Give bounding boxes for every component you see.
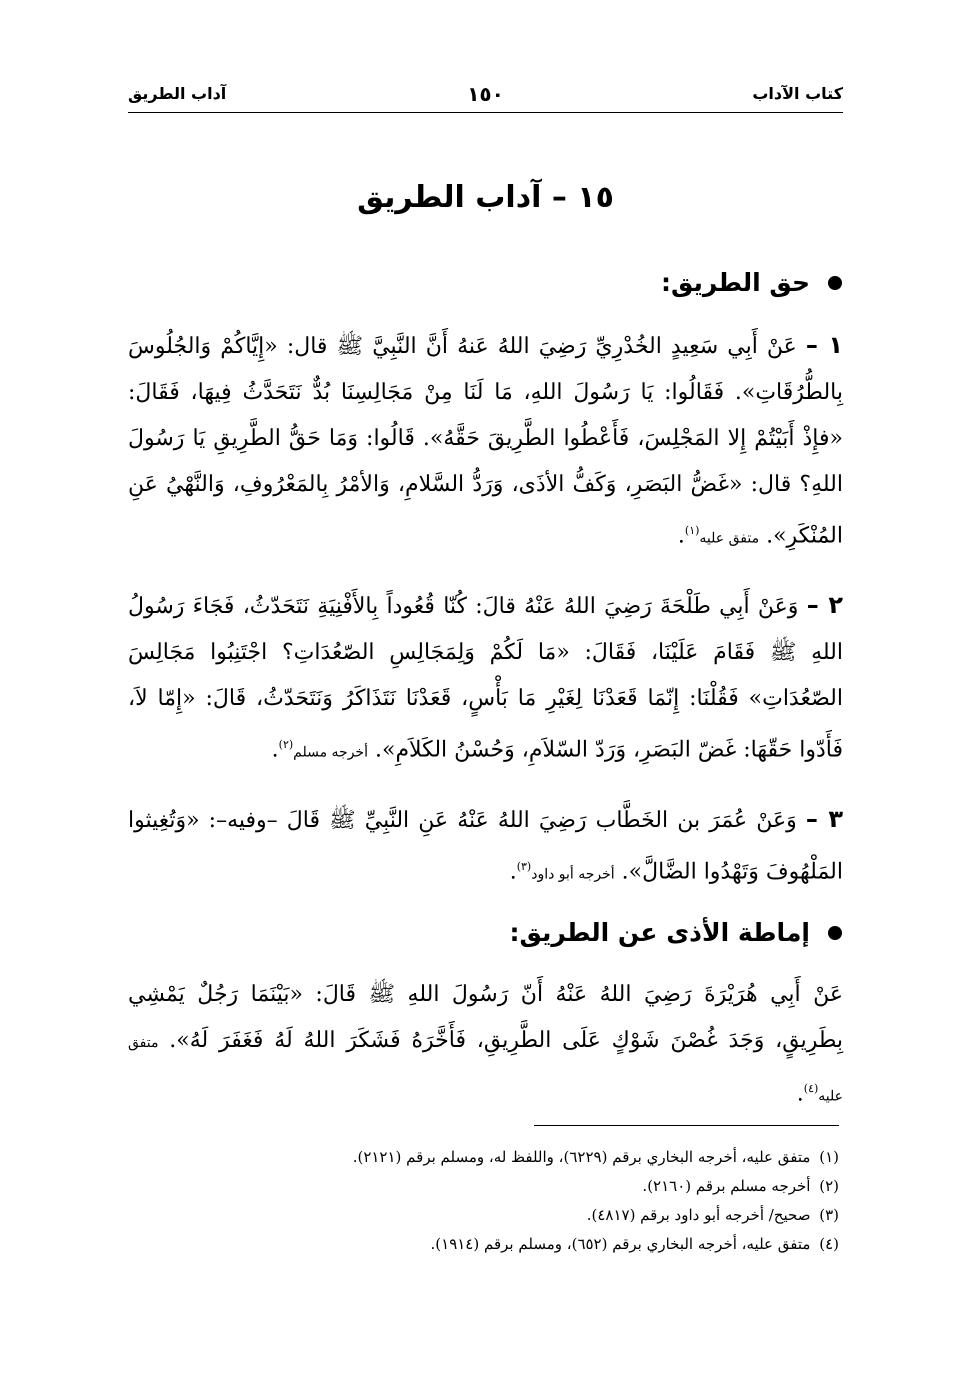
footnote-item bbox=[124, 1172, 839, 1201]
footnote-reference: (٢) bbox=[278, 738, 294, 751]
running-header bbox=[128, 82, 843, 113]
hadith-source: أخرجه أبو داود bbox=[531, 866, 615, 883]
hadith-end-mark: . bbox=[271, 737, 279, 763]
footnote-text: صحيح/ أخرجه أبو داود برقم (٤٨١٧). bbox=[586, 1206, 811, 1224]
hadith-source: أخرجه مسلم bbox=[293, 744, 368, 761]
hadith-source: متفق عليه bbox=[699, 530, 760, 547]
section-heading-road-rights bbox=[661, 268, 842, 297]
hadith-paragraph-3 bbox=[128, 796, 843, 897]
hadith-paragraph-4 bbox=[128, 972, 843, 1119]
chapter-title: ١٥ – آداب الطريق bbox=[357, 180, 614, 215]
hadith-text: وَعَنْ عُمَرَ بن الخَطَّاب رَضِيَ اللهُ عَنْهُ عَنِ النَّبِيِّ ﷺ قَالَ –وفيه–: «وَتُغِيثوا المَلْهُوفَ وَتَهْدُوا الضَّالَّ». bbox=[128, 808, 843, 885]
footnote-item bbox=[124, 1230, 839, 1259]
section-heading-removing-harm bbox=[509, 918, 842, 947]
hadith-end-mark: . bbox=[509, 859, 517, 885]
hadith-number: ٢ – bbox=[806, 591, 843, 619]
hadith-source: متفق عليه bbox=[128, 1035, 843, 1105]
footnote-number: (١) bbox=[819, 1148, 839, 1166]
hadith-number: ١ – bbox=[805, 331, 843, 359]
hadith-end-mark: . bbox=[796, 1081, 804, 1107]
page-number: ١٥٠ bbox=[467, 82, 504, 106]
footnote-text: أخرجه مسلم برقم (٢١٦٠). bbox=[642, 1177, 811, 1195]
bullet-icon bbox=[828, 926, 842, 940]
footnote-text: متفق عليه، أخرجه البخاري برقم (٦٥٢)، ومسلم برقم (١٩١٤). bbox=[430, 1235, 811, 1253]
bullet-icon bbox=[828, 276, 842, 290]
hadith-text: عَنْ أَبِي سَعِيدٍ الخُدْرِيِّ رَضِيَ اللهُ عَنهُ أَنَّ النَّبِيَّ ﷺ قال: «إِيَّاكُمْ وَالجُلُوسَ بِالطُّرُقَاتِ». فَقَالُوا: يَا رَسُولَ اللهِ، مَا لَنَا مِنْ مَجَالِسِنَا بُدٌّ نَتَحَدَّثُ فِيهَا، فَقَالَ: «فإِذْ أَبَيْتُمْ إِلا المَجْلِسَ، فَأَعْطُوا الطَّرِيقَ حَقَّهُ». قَالُوا: وَمَا حَقُّ الطَّرِيقِ يَا رَسُولَ اللهِ؟ قال: «غَضُّ البَصَرِ، وَكَفُّ الأذَى، وَرَدُّ السَّلامِ، وَالأمْرُ بِالمَعْرُوفِ، وَالنَّهْيُ عَنِ المُنْكَرِ». bbox=[128, 334, 843, 549]
hadith-end-mark: . bbox=[677, 523, 685, 549]
hadith-paragraph-2 bbox=[128, 582, 843, 775]
book-section-title: كتاب الآداب bbox=[752, 84, 843, 103]
section-heading-text: حق الطريق: bbox=[660, 268, 810, 297]
hadith-text: عَنْ أَبِي هُرَيْرَةَ رَضِيَ اللهُ عَنْهُ أَنّ رَسُولَ اللهِ ﷺ قَالَ: «بَيْنَمَا رَجُلٌ يَمْشِي بِطَرِيقٍ، وَجَدَ غُصْنَ شَوْكٍ عَلَى الطَّرِيقِ، فَأَخَّرَهُ فَشَكَرَ اللهُ لَهُ فَغَفَرَ لَهُ». bbox=[128, 982, 844, 1053]
footnote-item bbox=[124, 1143, 839, 1172]
footnotes-list bbox=[124, 1143, 839, 1259]
footnote-number: (٤) bbox=[819, 1235, 839, 1253]
footnote-divider bbox=[534, 1125, 839, 1126]
footnote-number: (٢) bbox=[819, 1177, 839, 1195]
footnote-reference: (١) bbox=[684, 524, 700, 537]
footnote-item bbox=[124, 1201, 839, 1230]
hadith-paragraph-1 bbox=[128, 322, 843, 561]
hadith-number: ٣ – bbox=[805, 805, 843, 833]
hadith-text: وَعَنْ أَبِي طَلْحَةَ رَضِيَ اللهُ عَنْهُ قالَ: كُنّا قُعُوداً بِالأَفْنِيَةِ نَتَحَدّثُ، فَجَاءَ رَسُولُ اللهِ ﷺ فَقَامَ عَلَيْنَا، فَقَالَ: «مَا لَكُمْ وَلِمَجَالِسِ الصّعُدَاتِ؟ اجْتَنِبُوا مَجَالِسَ الصّعُدَاتِ» فَقُلْنَا: إِنّمَا قَعَدْنَا لِغَيْرِ مَا بَأْسٍ، قَعَدْنَا نَتَذَاكَرُ وَنَتَحَدّثُ، قَالَ: «إِمّا لاَ، فَأَدّوا حَقّهَا: غَضّ البَصَرِ، وَرَدّ السّلاَمِ، وَحُسْنُ الكَلاَمِ». bbox=[128, 594, 843, 763]
footnote-reference: (٣) bbox=[516, 860, 532, 873]
footnote-reference: (٤) bbox=[803, 1082, 819, 1095]
footnote-text: متفق عليه، أخرجه البخاري برقم (٦٢٢٩)، واللفظ له، ومسلم برقم (٢١٢١). bbox=[352, 1148, 811, 1166]
footnote-number: (٣) bbox=[819, 1206, 839, 1224]
chapter-short-title: آداب الطريق bbox=[128, 84, 227, 103]
section-heading-text: إماطة الأذى عن الطريق: bbox=[509, 918, 810, 947]
